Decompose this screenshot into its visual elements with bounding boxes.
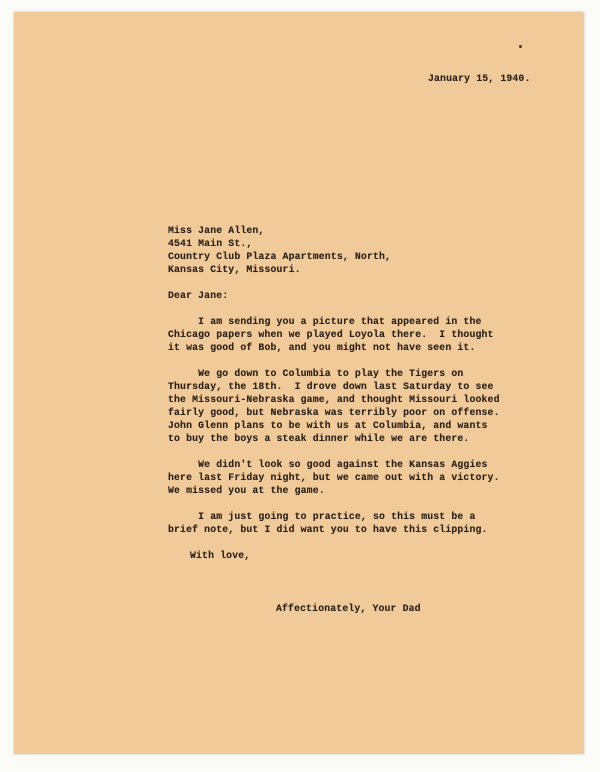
address-line: Miss Jane Allen, bbox=[168, 225, 265, 236]
body-line: Thursday, the 18th. I drove down last Saturday to see bbox=[168, 381, 494, 392]
body-line: I am sending you a picture that appeared in the bbox=[168, 316, 482, 327]
body-line: Chicago papers when we played Loyola there. I thought bbox=[168, 329, 494, 340]
address-line: Country Club Plaza Apartments, North, bbox=[168, 251, 392, 262]
closing: With love, bbox=[190, 550, 251, 561]
body-line: it was good of Bob, and you might not have seen it. bbox=[168, 342, 476, 353]
body-line: brief note, but I did want you to have this clipping. bbox=[168, 524, 488, 535]
letter-page bbox=[14, 12, 584, 754]
body-line: fairly good, but Nebraska was terribly poor on offense. bbox=[168, 407, 500, 418]
paper-speck bbox=[519, 45, 522, 48]
body-line: here last Friday night, but we came out with a victory. bbox=[168, 472, 500, 483]
body-line: John Glenn plans to be with us at Columbia, and wants bbox=[168, 420, 488, 431]
body-line: to buy the boys a steak dinner while we are there. bbox=[168, 433, 470, 444]
body-line: We go down to Columbia to play the Tigers on bbox=[168, 368, 464, 379]
body-line: the Missouri-Nebraska game, and thought Missouri looked bbox=[168, 394, 500, 405]
address-line: Kansas City, Missouri. bbox=[168, 264, 301, 275]
salutation: Dear Jane: bbox=[168, 290, 229, 301]
body-line: We didn't look so good against the Kansas Aggies bbox=[168, 459, 488, 470]
body-line: I am just going to practice, so this must be a bbox=[168, 511, 476, 522]
body-line: We missed you at the game. bbox=[168, 485, 325, 496]
address-line: 4541 Main St., bbox=[168, 238, 253, 249]
letter-date: January 15, 1940. bbox=[428, 73, 531, 84]
signature: Affectionately, Your Dad bbox=[276, 603, 421, 614]
